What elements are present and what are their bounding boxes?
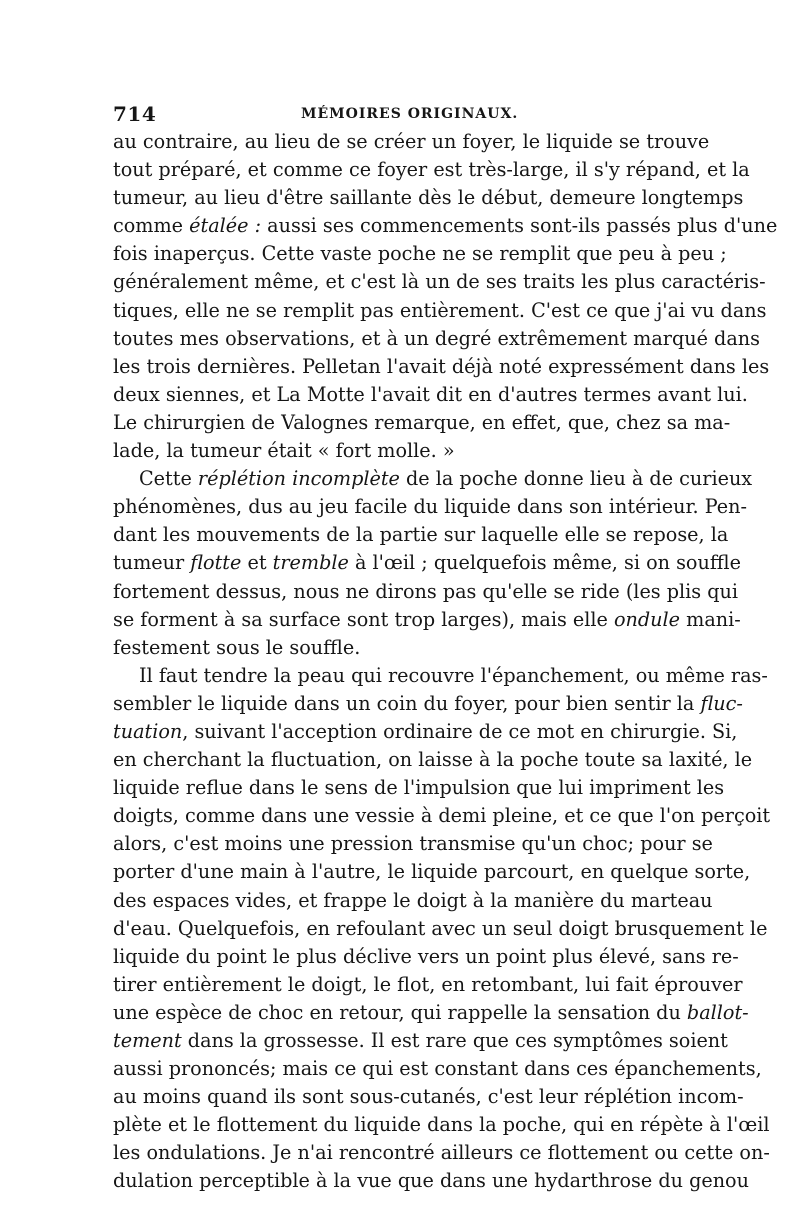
text-line: deux siennes, et La Motte l'avait dit en d'autres termes avant lui. — [113, 382, 748, 406]
text-line: liquide du point le plus déclive vers un point plus élevé, sans re- — [113, 944, 739, 968]
text-line: tout préparé, et comme ce foyer est très-large, il s'y répand, et la — [113, 158, 750, 182]
italic-term: étalée : — [189, 214, 262, 238]
text-line: dulation perceptible à la vue que dans une hydarthrose du genou — [113, 1169, 749, 1193]
text-line: tement dans la grossesse. Il est rare que ces symptômes soient — [113, 1029, 728, 1052]
italic-term: tement — [113, 1029, 182, 1052]
body-text — [113, 128, 778, 1196]
text-line: en cherchant la fluctuation, on laisse à la poche toute sa laxité, le — [113, 748, 753, 772]
text-line: tuation, suivant l'acception ordinaire de ce mot en chirurgie. Si, — [113, 719, 738, 743]
running-title: MÉMOIRES ORIGINAUX. — [301, 106, 519, 122]
text-line: une espèce de choc en retour, qui rappelle la sensation du ballot- — [113, 1000, 749, 1024]
text-line: dant les mouvements de la partie sur laquelle elle se repose, la — [113, 523, 729, 547]
running-head — [113, 102, 683, 126]
italic-term: flotte — [190, 551, 242, 575]
text-line: les ondulations. Je n'ai rencontré ailleurs ce flottement ou cette on- — [113, 1141, 770, 1165]
text-line: fois inaperçus. Cette vaste poche ne se remplit que peu à peu ; — [113, 242, 727, 266]
text-line: plète et le flottement du liquide dans la poche, qui en répète à l'œil — [113, 1113, 770, 1137]
italic-term: tuation — [113, 719, 183, 743]
page-number: 714 — [113, 102, 157, 126]
text-line: alors, c'est moins une pression transmise qu'un choc; pour se — [113, 832, 713, 856]
text-line: Cette réplétion incomplète de la poche donne lieu à de curieux — [139, 467, 753, 491]
text-line: au contraire, au lieu de se créer un foyer, le liquide se trouve — [113, 130, 710, 153]
italic-term: fluc- — [700, 691, 743, 715]
italic-term: ondule — [613, 607, 681, 631]
italic-term: ballot- — [686, 1000, 749, 1024]
text-line: des espaces vides, et frappe le doigt à la manière du marteau — [113, 888, 713, 912]
text-line: toutes mes observations, et à un degré extrêmement marqué dans — [113, 326, 760, 350]
text-line: aussi prononcés; mais ce qui est constant dans ces épanchements, — [113, 1057, 762, 1081]
text-line: sembler le liquide dans un coin du foyer, pour bien sentir la fluc- — [113, 691, 743, 715]
italic-term: tremble — [272, 551, 349, 575]
text-line: porter d'une main à l'autre, le liquide parcourt, en quelque sorte, — [113, 860, 751, 884]
text-line: tumeur flotte et tremble à l'œil ; quelquefois même, si on souffle — [113, 551, 741, 575]
text-line: se forment à sa surface sont trop larges), mais elle ondule mani- — [113, 607, 741, 631]
text-line: comme étalée : aussi ses commencements sont-ils passés plus d'une — [113, 214, 778, 238]
text-line: liquide reflue dans le sens de l'impulsion que lui impriment les — [113, 776, 725, 800]
italic-term: réplétion incomplète — [197, 467, 400, 491]
text-line: festement sous le souffle. — [113, 635, 361, 659]
text-line: au moins quand ils sont sous-cutanés, c'est leur réplétion incom- — [113, 1085, 744, 1109]
text-line: phénomènes, dus au jeu facile du liquide dans son intérieur. Pen- — [113, 495, 747, 519]
text-line: lade, la tumeur était « fort molle. » — [113, 439, 455, 463]
text-line: tiques, elle ne se remplit pas entièrement. C'est ce que j'ai vu dans — [113, 298, 767, 322]
text-line: tirer entièrement le doigt, le flot, en retombant, lui fait éprouver — [113, 972, 743, 996]
text-line: les trois dernières. Pelletan l'avait déjà noté expressément dans les — [113, 354, 770, 378]
text-line: fortement dessus, nous ne dirons pas qu'elle se ride (les plis qui — [113, 579, 739, 603]
text-line: Il faut tendre la peau qui recouvre l'épanchement, ou même ras- — [139, 663, 768, 687]
text-line: Le chirurgien de Valognes remarque, en effet, que, chez sa ma- — [113, 410, 731, 434]
text-line: doigts, comme dans une vessie à demi pleine, et ce que l'on perçoit — [113, 804, 771, 828]
text-line: d'eau. Quelquefois, en refoulant avec un seul doigt brusquement le — [113, 916, 768, 940]
text-line: tumeur, au lieu d'être saillante dès le début, demeure longtemps — [113, 186, 744, 210]
text-line: généralement même, et c'est là un de ses traits les plus caractéris- — [113, 270, 766, 294]
